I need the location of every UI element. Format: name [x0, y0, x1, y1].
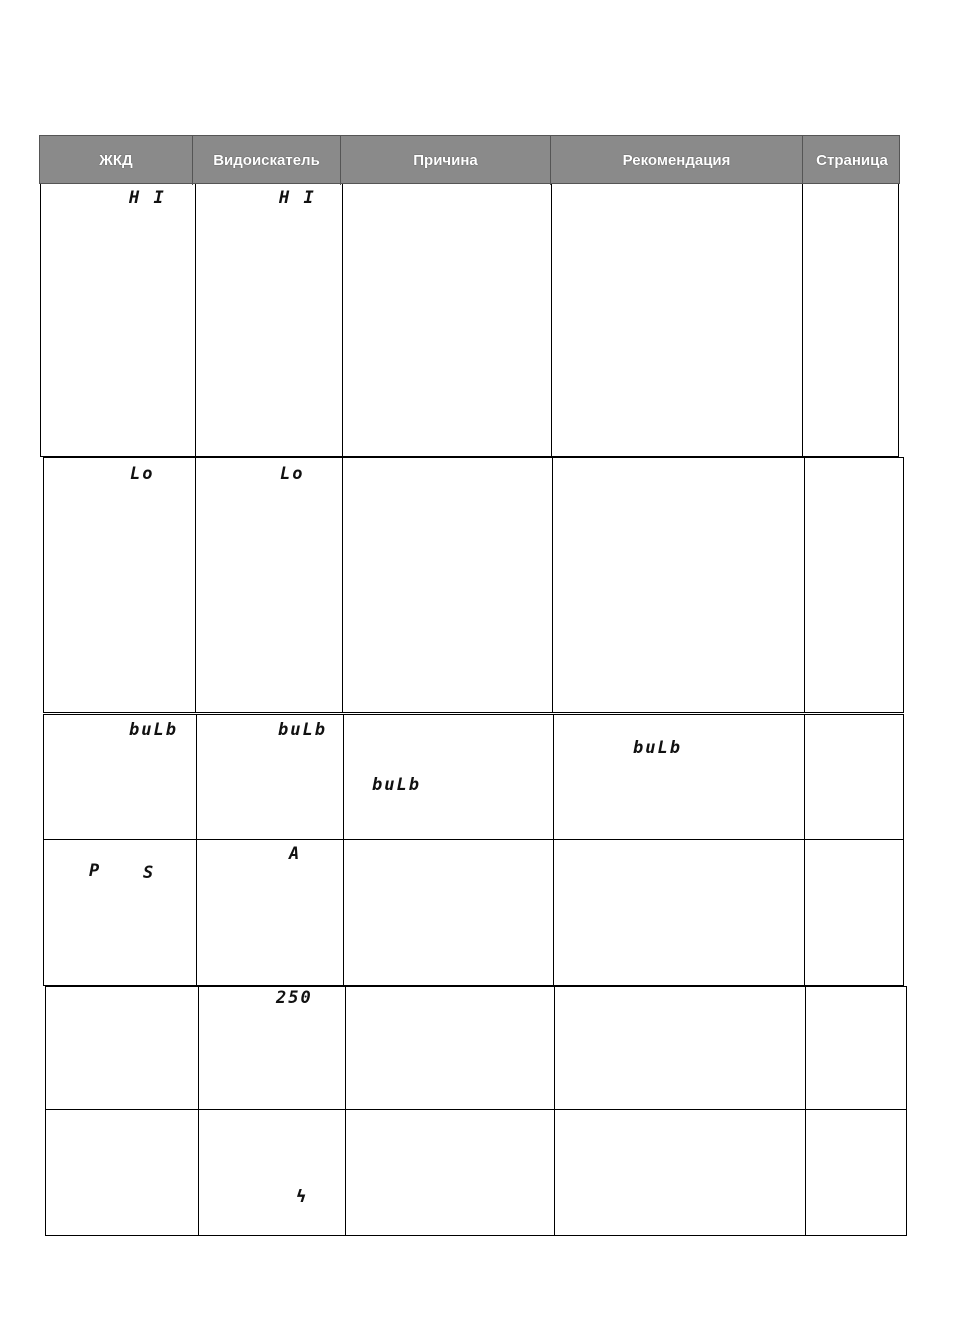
- viewfinder-value: 250: [276, 988, 313, 1008]
- cause-value: buLb: [372, 775, 421, 795]
- table-row: [43, 457, 904, 713]
- recommendation-value: buLb: [633, 738, 682, 758]
- table-row: [45, 986, 907, 1236]
- viewfinder-value: H I: [279, 188, 316, 208]
- lcd-value: buLb: [129, 720, 178, 740]
- header-viewfinder: Видоискатель: [193, 136, 341, 185]
- header-page: Страница: [816, 152, 888, 169]
- lcd-s-value: S: [143, 863, 156, 883]
- viewfinder-flash-icon: ϟ: [296, 1187, 309, 1207]
- viewfinder-value: buLb: [278, 720, 327, 740]
- lcd-value: H I: [129, 188, 166, 208]
- table-header: [39, 135, 900, 184]
- table-row: [43, 714, 904, 986]
- header-lcd: ЖКД: [40, 136, 193, 185]
- lcd-p-value: P: [89, 861, 102, 881]
- table-row: [40, 184, 899, 457]
- lcd-value: Lo: [130, 464, 155, 484]
- header-recommendation: Рекомендация: [551, 136, 803, 185]
- viewfinder-value: Lo: [280, 464, 305, 484]
- viewfinder-value: A: [289, 844, 302, 864]
- header-cause: Причина: [341, 136, 551, 185]
